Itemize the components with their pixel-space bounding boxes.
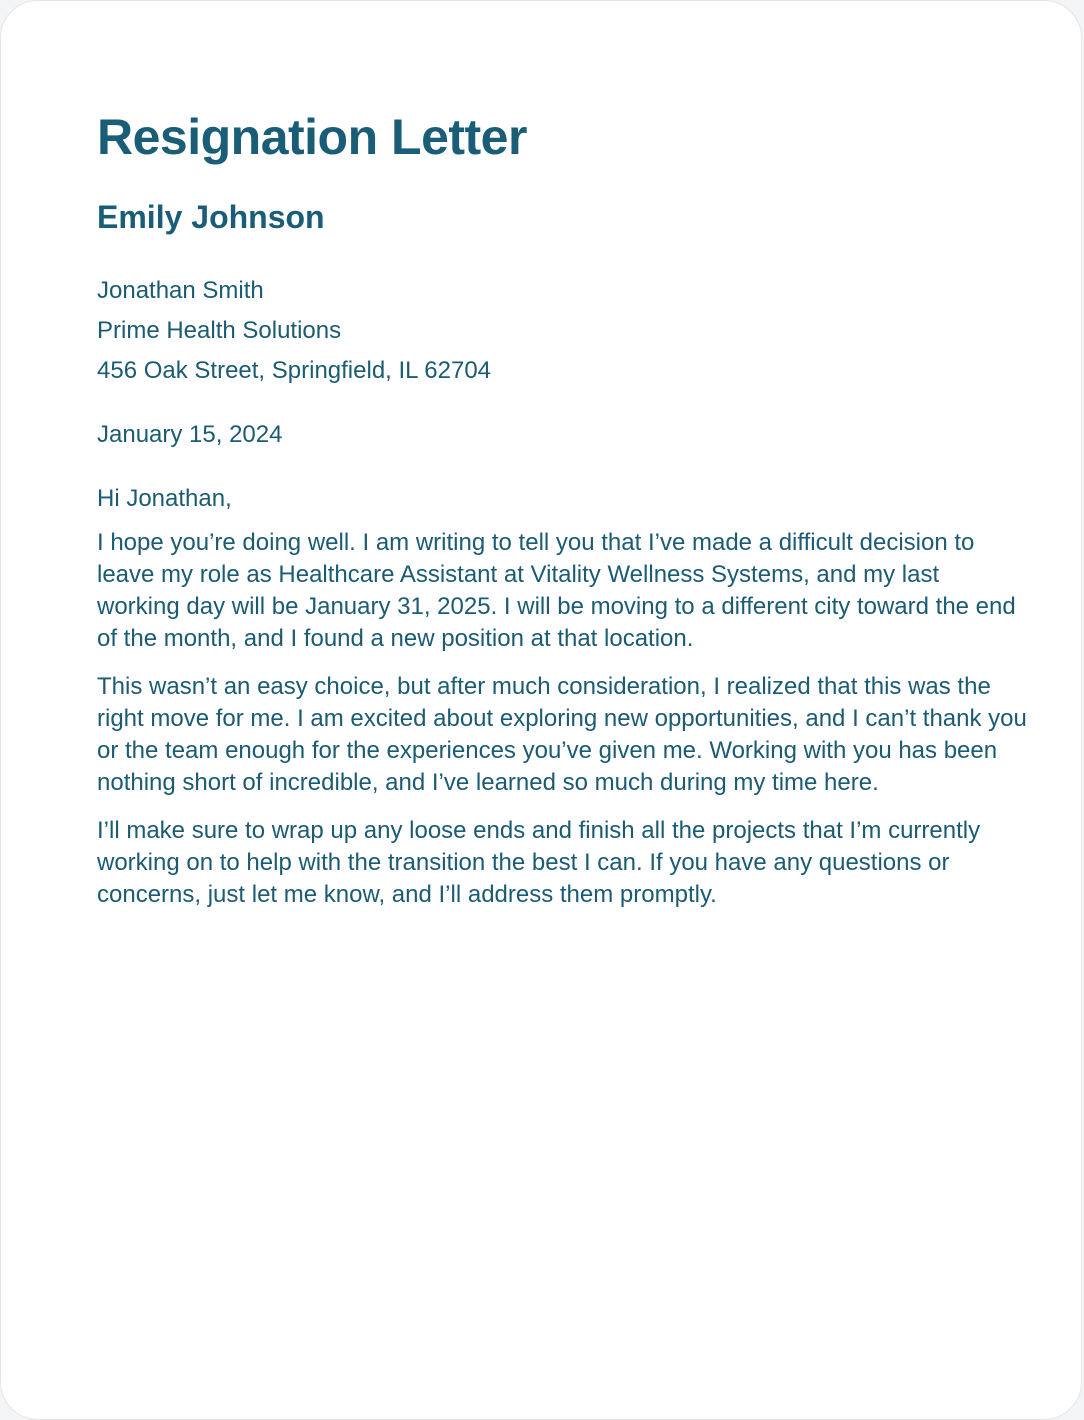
- body-paragraph-2: This wasn’t an easy choice, but after much consideration, I realized that this was the right move for me. I am excited about exploring new opportunities, and I can’t thank you or the team enough for the experiences you’ve given me. Working with you has been nothing short of incredible, and I’ve learned so much during my time here.: [97, 673, 1027, 796]
- recipient-address: 456 Oak Street, Springfield, IL 62704: [97, 357, 492, 384]
- letter-title: Resignation Letter: [97, 109, 527, 165]
- body-paragraph-3: I’ll make sure to wrap up any loose ends and finish all the projects that I’m currently working on to help with the transition the best I can. If you have any questions or concerns, just let me know, and I’ll address them promptly.: [97, 817, 981, 908]
- letter-date: January 15, 2024: [97, 421, 283, 448]
- body-paragraph-1: I hope you’re doing well. I am writing to tell you that I’ve made a difficult decision to leave my role as Healthcare Assistant at Vitality Wellness Systems, and my last working day will be January 31, 2025. I will be moving to a different city toward the end of the month, and I found a new position at that location.: [97, 529, 1016, 652]
- recipient-block: [97, 271, 1027, 391]
- recipient-name: Jonathan Smith: [97, 277, 264, 304]
- letter-greeting: Hi Jonathan,: [97, 485, 232, 512]
- letter-content: [97, 105, 1027, 911]
- sender-name: Emily Johnson: [97, 199, 325, 235]
- recipient-company: Prime Health Solutions: [97, 317, 342, 344]
